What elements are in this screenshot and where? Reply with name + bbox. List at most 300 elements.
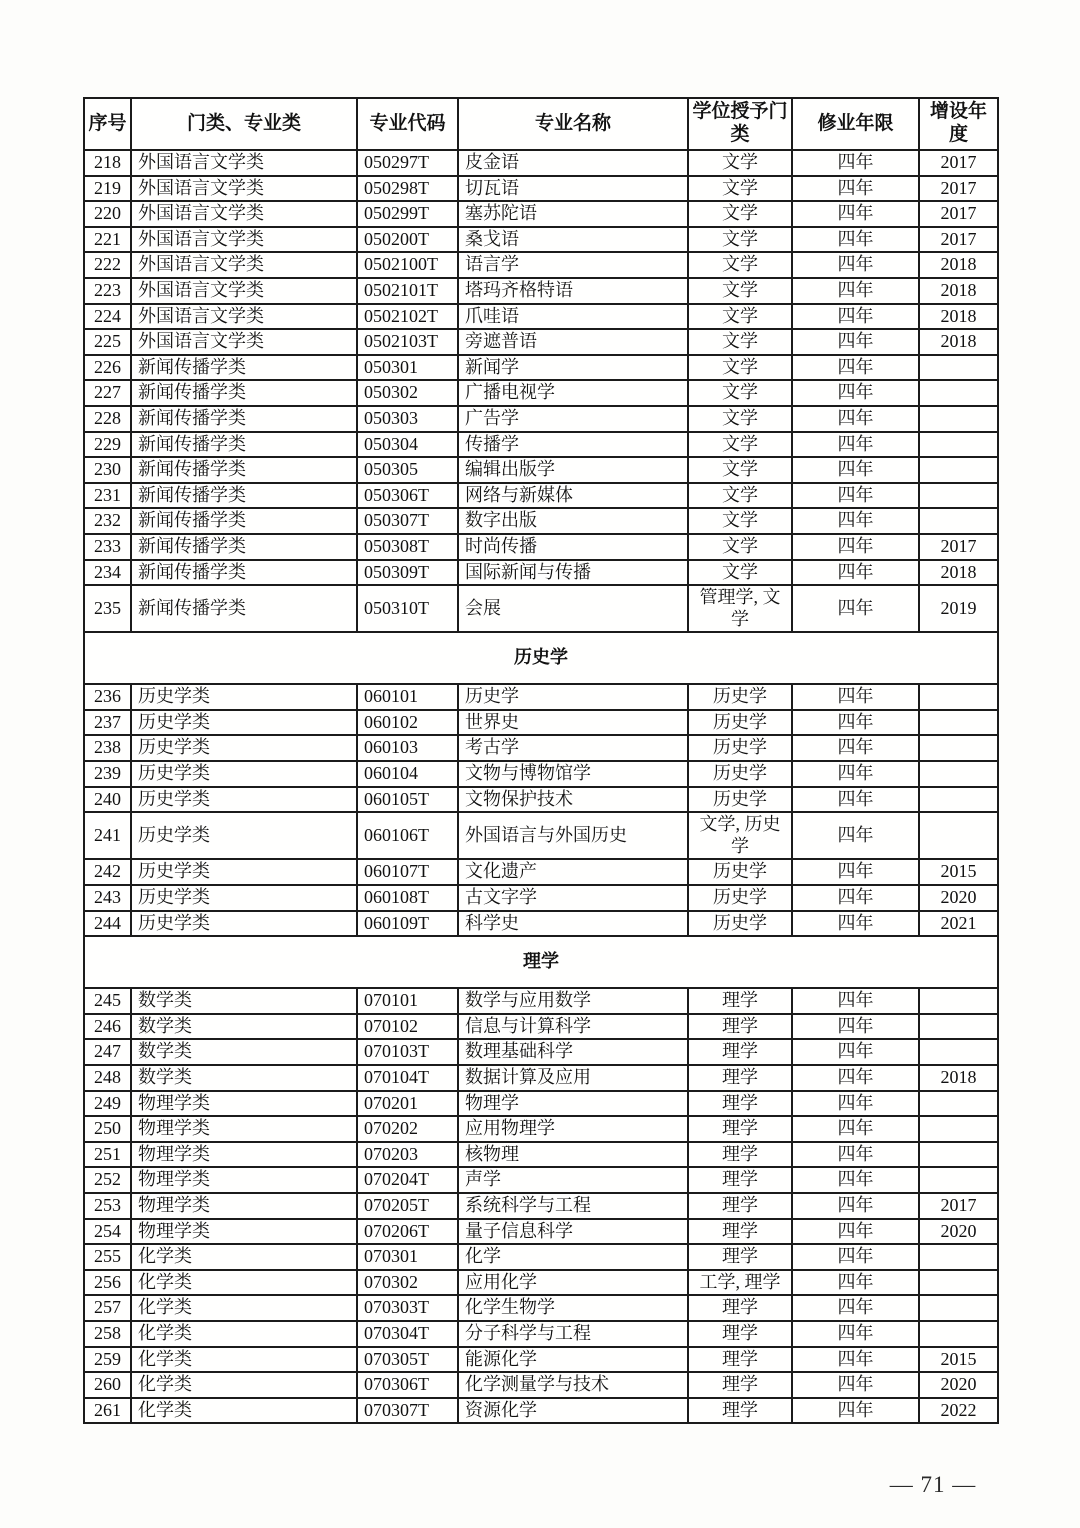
cell-no: 260 <box>84 1372 131 1398</box>
cell-year <box>919 1039 998 1065</box>
cell-no: 261 <box>84 1398 131 1424</box>
table-row <box>84 859 998 885</box>
column-header-years: 修业年限 <box>792 98 919 150</box>
cell-no: 256 <box>84 1270 131 1296</box>
cell-name: 应用化学 <box>458 1270 688 1296</box>
cell-year: 2022 <box>919 1398 998 1424</box>
cell-year: 2020 <box>919 1219 998 1245</box>
cell-year <box>919 812 998 859</box>
cell-category: 新闻传播学类 <box>131 380 357 406</box>
cell-degree: 文学 <box>688 432 792 458</box>
cell-year <box>919 684 998 710</box>
cell-years: 四年 <box>792 585 919 632</box>
cell-degree: 理学 <box>688 1219 792 1245</box>
cell-year: 2020 <box>919 1372 998 1398</box>
cell-years: 四年 <box>792 483 919 509</box>
cell-degree: 历史学 <box>688 911 792 937</box>
cell-code: 070304T <box>357 1321 458 1347</box>
cell-name: 历史学 <box>458 684 688 710</box>
cell-category: 新闻传播学类 <box>131 585 357 632</box>
table-row <box>84 1014 998 1040</box>
cell-degree: 理学 <box>688 1321 792 1347</box>
cell-name: 传播学 <box>458 432 688 458</box>
cell-year: 2018 <box>919 560 998 586</box>
cell-code: 0502102T <box>357 304 458 330</box>
cell-no: 231 <box>84 483 131 509</box>
cell-no: 245 <box>84 988 131 1014</box>
section-row <box>84 936 998 988</box>
table-row <box>84 355 998 381</box>
cell-name: 信息与计算科学 <box>458 1014 688 1040</box>
table-row <box>84 1193 998 1219</box>
column-header-code: 专业代码 <box>357 98 458 150</box>
cell-category: 历史学类 <box>131 684 357 710</box>
cell-no: 250 <box>84 1116 131 1142</box>
cell-code: 060103 <box>357 735 458 761</box>
cell-no: 235 <box>84 585 131 632</box>
cell-year: 2017 <box>919 176 998 202</box>
cell-code: 050306T <box>357 483 458 509</box>
cell-year <box>919 1014 998 1040</box>
cell-code: 050297T <box>357 150 458 176</box>
cell-degree: 理学 <box>688 1065 792 1091</box>
table-row <box>84 1295 998 1321</box>
table-header-row <box>84 98 998 150</box>
cell-year: 2017 <box>919 534 998 560</box>
table-row <box>84 1167 998 1193</box>
cell-name: 爪哇语 <box>458 304 688 330</box>
cell-degree: 理学 <box>688 1193 792 1219</box>
cell-years: 四年 <box>792 988 919 1014</box>
cell-name: 化学测量学与技术 <box>458 1372 688 1398</box>
cell-name: 文物保护技术 <box>458 787 688 813</box>
cell-no: 233 <box>84 534 131 560</box>
column-header-category: 门类、专业类 <box>131 98 357 150</box>
cell-name: 世界史 <box>458 710 688 736</box>
cell-name: 编辑出版学 <box>458 457 688 483</box>
cell-year: 2017 <box>919 201 998 227</box>
cell-name: 核物理 <box>458 1142 688 1168</box>
table-row <box>84 812 998 859</box>
cell-degree: 历史学 <box>688 684 792 710</box>
cell-code: 060102 <box>357 710 458 736</box>
cell-name: 皮金语 <box>458 150 688 176</box>
cell-years: 四年 <box>792 1116 919 1142</box>
cell-year <box>919 1116 998 1142</box>
cell-category: 历史学类 <box>131 761 357 787</box>
cell-years: 四年 <box>792 329 919 355</box>
cell-category: 外国语言文学类 <box>131 201 357 227</box>
cell-years: 四年 <box>792 534 919 560</box>
cell-name: 语言学 <box>458 252 688 278</box>
cell-name: 桑戈语 <box>458 227 688 253</box>
cell-year <box>919 787 998 813</box>
cell-year <box>919 355 998 381</box>
cell-years: 四年 <box>792 1193 919 1219</box>
cell-no: 234 <box>84 560 131 586</box>
cell-degree: 文学 <box>688 483 792 509</box>
cell-year: 2019 <box>919 585 998 632</box>
table-row <box>84 1347 998 1373</box>
cell-name: 数学与应用数学 <box>458 988 688 1014</box>
cell-years: 四年 <box>792 278 919 304</box>
cell-degree: 理学 <box>688 1347 792 1373</box>
cell-code: 070201 <box>357 1091 458 1117</box>
cell-years: 四年 <box>792 1065 919 1091</box>
cell-year <box>919 380 998 406</box>
cell-year <box>919 1295 998 1321</box>
cell-name: 古文字学 <box>458 885 688 911</box>
cell-no: 227 <box>84 380 131 406</box>
cell-year: 2021 <box>919 911 998 937</box>
cell-no: 230 <box>84 457 131 483</box>
table-row <box>84 988 998 1014</box>
cell-category: 化学类 <box>131 1295 357 1321</box>
cell-no: 255 <box>84 1244 131 1270</box>
cell-name: 化学 <box>458 1244 688 1270</box>
cell-years: 四年 <box>792 1014 919 1040</box>
cell-code: 070302 <box>357 1270 458 1296</box>
cell-code: 050302 <box>357 380 458 406</box>
cell-category: 历史学类 <box>131 787 357 813</box>
cell-years: 四年 <box>792 885 919 911</box>
cell-name: 切瓦语 <box>458 176 688 202</box>
cell-code: 050310T <box>357 585 458 632</box>
cell-degree: 理学 <box>688 1116 792 1142</box>
cell-years: 四年 <box>792 1091 919 1117</box>
cell-degree: 文学 <box>688 329 792 355</box>
cell-category: 数学类 <box>131 1039 357 1065</box>
table-row <box>84 483 998 509</box>
cell-name: 物理学 <box>458 1091 688 1117</box>
cell-name: 量子信息科学 <box>458 1219 688 1245</box>
cell-degree: 文学 <box>688 380 792 406</box>
cell-name: 文物与博物馆学 <box>458 761 688 787</box>
cell-degree: 历史学 <box>688 710 792 736</box>
table-row <box>84 560 998 586</box>
page-number: — 71 — <box>889 1472 977 1497</box>
cell-years: 四年 <box>792 1321 919 1347</box>
cell-year: 2017 <box>919 150 998 176</box>
cell-category: 新闻传播学类 <box>131 457 357 483</box>
cell-degree: 理学 <box>688 1372 792 1398</box>
table-row <box>84 1270 998 1296</box>
cell-code: 050304 <box>357 432 458 458</box>
table-row <box>84 585 998 632</box>
cell-name: 考古学 <box>458 735 688 761</box>
cell-code: 070103T <box>357 1039 458 1065</box>
cell-degree: 文学, 历史学 <box>688 812 792 859</box>
cell-category: 历史学类 <box>131 859 357 885</box>
section-title: 理学 <box>84 936 998 988</box>
table-row <box>84 1398 998 1424</box>
table-body <box>84 150 998 1423</box>
cell-category: 历史学类 <box>131 911 357 937</box>
cell-category: 外国语言文学类 <box>131 252 357 278</box>
cell-name: 资源化学 <box>458 1398 688 1424</box>
cell-year: 2018 <box>919 278 998 304</box>
cell-no: 229 <box>84 432 131 458</box>
cell-no: 238 <box>84 735 131 761</box>
cell-years: 四年 <box>792 201 919 227</box>
cell-code: 0502100T <box>357 252 458 278</box>
cell-degree: 文学 <box>688 150 792 176</box>
table-row <box>84 201 998 227</box>
cell-years: 四年 <box>792 859 919 885</box>
cell-year <box>919 1142 998 1168</box>
cell-years: 四年 <box>792 227 919 253</box>
cell-year: 2017 <box>919 227 998 253</box>
cell-years: 四年 <box>792 1167 919 1193</box>
cell-years: 四年 <box>792 560 919 586</box>
cell-category: 外国语言文学类 <box>131 227 357 253</box>
table-row <box>84 1244 998 1270</box>
cell-degree: 管理学, 文学 <box>688 585 792 632</box>
cell-years: 四年 <box>792 710 919 736</box>
cell-no: 222 <box>84 252 131 278</box>
cell-code: 060105T <box>357 787 458 813</box>
cell-code: 070202 <box>357 1116 458 1142</box>
cell-no: 244 <box>84 911 131 937</box>
cell-year: 2015 <box>919 859 998 885</box>
cell-code: 050200T <box>357 227 458 253</box>
cell-no: 236 <box>84 684 131 710</box>
cell-no: 258 <box>84 1321 131 1347</box>
cell-category: 新闻传播学类 <box>131 560 357 586</box>
cell-category: 新闻传播学类 <box>131 355 357 381</box>
cell-no: 249 <box>84 1091 131 1117</box>
cell-name: 系统科学与工程 <box>458 1193 688 1219</box>
cell-years: 四年 <box>792 735 919 761</box>
cell-no: 253 <box>84 1193 131 1219</box>
cell-name: 塞苏陀语 <box>458 201 688 227</box>
cell-no: 241 <box>84 812 131 859</box>
cell-degree: 文学 <box>688 227 792 253</box>
cell-category: 新闻传播学类 <box>131 432 357 458</box>
cell-year: 2018 <box>919 1065 998 1091</box>
cell-years: 四年 <box>792 1039 919 1065</box>
table-row <box>84 176 998 202</box>
cell-code: 070204T <box>357 1167 458 1193</box>
cell-year: 2020 <box>919 885 998 911</box>
cell-year <box>919 406 998 432</box>
cell-no: 224 <box>84 304 131 330</box>
table-row <box>84 227 998 253</box>
cell-no: 248 <box>84 1065 131 1091</box>
table-row <box>84 150 998 176</box>
cell-category: 新闻传播学类 <box>131 406 357 432</box>
cell-year <box>919 457 998 483</box>
cell-name: 分子科学与工程 <box>458 1321 688 1347</box>
cell-year <box>919 735 998 761</box>
cell-year: 2018 <box>919 304 998 330</box>
cell-degree: 理学 <box>688 1167 792 1193</box>
cell-category: 历史学类 <box>131 885 357 911</box>
cell-category: 外国语言文学类 <box>131 329 357 355</box>
cell-degree: 理学 <box>688 1014 792 1040</box>
cell-year: 2015 <box>919 1347 998 1373</box>
cell-years: 四年 <box>792 812 919 859</box>
cell-years: 四年 <box>792 1398 919 1424</box>
cell-name: 广告学 <box>458 406 688 432</box>
cell-years: 四年 <box>792 457 919 483</box>
cell-year: 2018 <box>919 252 998 278</box>
cell-degree: 文学 <box>688 508 792 534</box>
cell-degree: 理学 <box>688 1142 792 1168</box>
table-row <box>84 911 998 937</box>
cell-name: 数理基础科学 <box>458 1039 688 1065</box>
cell-category: 物理学类 <box>131 1193 357 1219</box>
cell-category: 化学类 <box>131 1347 357 1373</box>
cell-name: 网络与新媒体 <box>458 483 688 509</box>
cell-category: 数学类 <box>131 1065 357 1091</box>
cell-code: 050299T <box>357 201 458 227</box>
cell-no: 223 <box>84 278 131 304</box>
cell-name: 外国语言与外国历史 <box>458 812 688 859</box>
cell-code: 060101 <box>357 684 458 710</box>
cell-no: 247 <box>84 1039 131 1065</box>
table-row <box>84 735 998 761</box>
cell-years: 四年 <box>792 508 919 534</box>
cell-no: 257 <box>84 1295 131 1321</box>
table-row <box>84 710 998 736</box>
table-row <box>84 278 998 304</box>
cell-code: 060109T <box>357 911 458 937</box>
cell-code: 070303T <box>357 1295 458 1321</box>
cell-category: 物理学类 <box>131 1219 357 1245</box>
table-row <box>84 1219 998 1245</box>
cell-degree: 文学 <box>688 560 792 586</box>
section-title: 历史学 <box>84 632 998 684</box>
cell-degree: 理学 <box>688 1244 792 1270</box>
cell-degree: 文学 <box>688 201 792 227</box>
cell-degree: 文学 <box>688 252 792 278</box>
table-row <box>84 1039 998 1065</box>
table-row <box>84 380 998 406</box>
cell-years: 四年 <box>792 1142 919 1168</box>
cell-name: 科学史 <box>458 911 688 937</box>
table-row <box>84 534 998 560</box>
cell-no: 242 <box>84 859 131 885</box>
cell-code: 050301 <box>357 355 458 381</box>
cell-no: 218 <box>84 150 131 176</box>
cell-year <box>919 432 998 458</box>
column-header-year: 增设年度 <box>919 98 998 150</box>
cell-years: 四年 <box>792 176 919 202</box>
cell-name: 广播电视学 <box>458 380 688 406</box>
table-row <box>84 406 998 432</box>
table-row <box>84 304 998 330</box>
cell-degree: 理学 <box>688 1398 792 1424</box>
cell-no: 220 <box>84 201 131 227</box>
cell-no: 254 <box>84 1219 131 1245</box>
cell-degree: 理学 <box>688 988 792 1014</box>
cell-years: 四年 <box>792 1295 919 1321</box>
table-row <box>84 457 998 483</box>
cell-no: 221 <box>84 227 131 253</box>
cell-category: 外国语言文学类 <box>131 176 357 202</box>
column-header-degree: 学位授予门类 <box>688 98 792 150</box>
cell-category: 化学类 <box>131 1270 357 1296</box>
cell-code: 070203 <box>357 1142 458 1168</box>
cell-category: 物理学类 <box>131 1167 357 1193</box>
cell-name: 文化遗产 <box>458 859 688 885</box>
cell-code: 050309T <box>357 560 458 586</box>
cell-degree: 历史学 <box>688 735 792 761</box>
cell-code: 050303 <box>357 406 458 432</box>
cell-code: 070102 <box>357 1014 458 1040</box>
cell-years: 四年 <box>792 432 919 458</box>
cell-name: 能源化学 <box>458 1347 688 1373</box>
table-row <box>84 1142 998 1168</box>
cell-category: 化学类 <box>131 1321 357 1347</box>
cell-degree: 历史学 <box>688 787 792 813</box>
cell-degree: 文学 <box>688 406 792 432</box>
cell-no: 232 <box>84 508 131 534</box>
cell-no: 228 <box>84 406 131 432</box>
cell-years: 四年 <box>792 684 919 710</box>
cell-degree: 文学 <box>688 534 792 560</box>
cell-degree: 工学, 理学 <box>688 1270 792 1296</box>
cell-year: 2017 <box>919 1193 998 1219</box>
cell-no: 239 <box>84 761 131 787</box>
cell-years: 四年 <box>792 252 919 278</box>
cell-years: 四年 <box>792 355 919 381</box>
cell-years: 四年 <box>792 150 919 176</box>
cell-degree: 文学 <box>688 278 792 304</box>
cell-code: 0502103T <box>357 329 458 355</box>
cell-code: 0502101T <box>357 278 458 304</box>
cell-years: 四年 <box>792 406 919 432</box>
cell-degree: 历史学 <box>688 859 792 885</box>
cell-category: 历史学类 <box>131 710 357 736</box>
cell-degree: 文学 <box>688 304 792 330</box>
cell-name: 应用物理学 <box>458 1116 688 1142</box>
column-header-name: 专业名称 <box>458 98 688 150</box>
cell-code: 050307T <box>357 508 458 534</box>
cell-code: 060107T <box>357 859 458 885</box>
cell-years: 四年 <box>792 1244 919 1270</box>
cell-no: 226 <box>84 355 131 381</box>
cell-degree: 文学 <box>688 457 792 483</box>
cell-year <box>919 1167 998 1193</box>
cell-category: 数学类 <box>131 988 357 1014</box>
cell-degree: 文学 <box>688 355 792 381</box>
cell-year <box>919 1270 998 1296</box>
cell-code: 050308T <box>357 534 458 560</box>
cell-code: 050305 <box>357 457 458 483</box>
cell-year <box>919 761 998 787</box>
majors-catalog-table <box>83 97 999 1424</box>
cell-category: 化学类 <box>131 1372 357 1398</box>
table-row <box>84 432 998 458</box>
cell-category: 物理学类 <box>131 1142 357 1168</box>
table-row <box>84 1372 998 1398</box>
cell-category: 新闻传播学类 <box>131 483 357 509</box>
cell-degree: 文学 <box>688 176 792 202</box>
cell-name: 塔玛齐格特语 <box>458 278 688 304</box>
cell-code: 070301 <box>357 1244 458 1270</box>
column-header-no: 序号 <box>84 98 131 150</box>
cell-category: 外国语言文学类 <box>131 304 357 330</box>
section-row <box>84 632 998 684</box>
cell-degree: 历史学 <box>688 761 792 787</box>
cell-code: 070206T <box>357 1219 458 1245</box>
table-row <box>84 761 998 787</box>
cell-code: 050298T <box>357 176 458 202</box>
cell-category: 外国语言文学类 <box>131 278 357 304</box>
table-row <box>84 1116 998 1142</box>
